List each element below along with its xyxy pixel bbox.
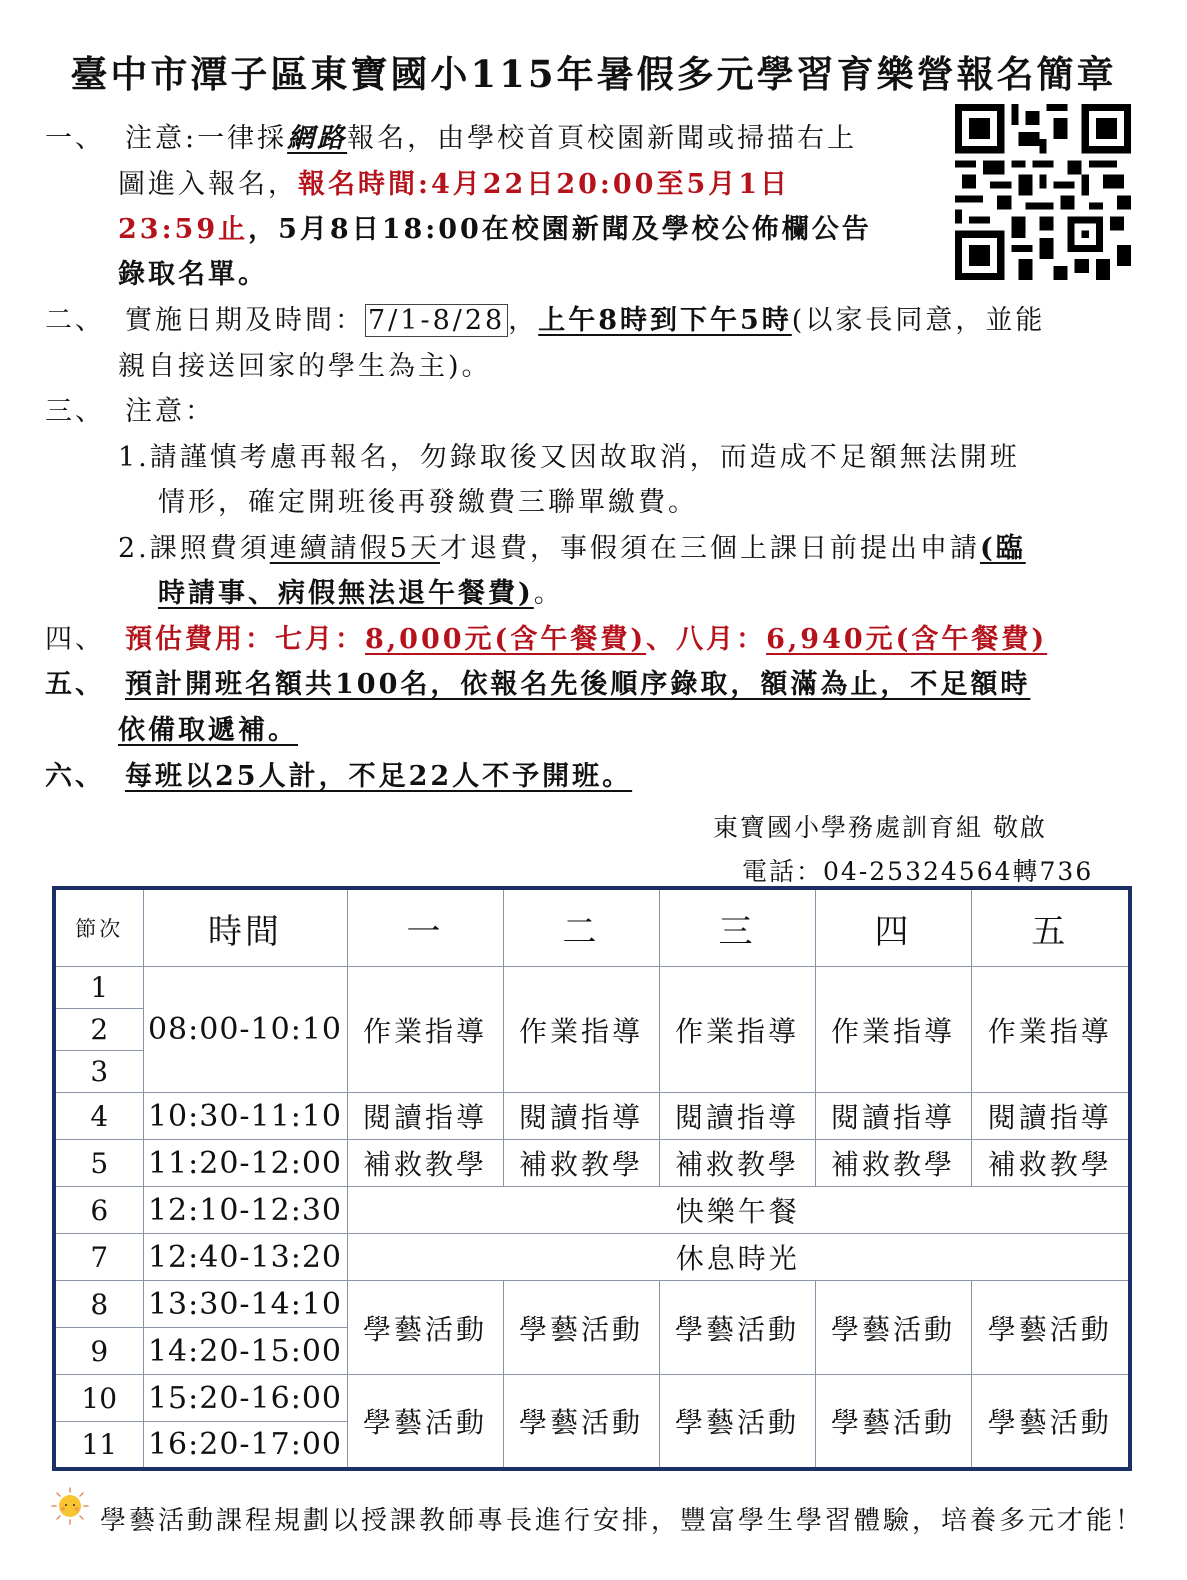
section-1-text: 注意:一律採 xyxy=(125,123,288,154)
section-2-line-2: 親自接送回家的學生為主)。 xyxy=(118,351,492,382)
section-5-marker: 五、 xyxy=(45,669,105,700)
july-fee: 8,000元(含午餐費) xyxy=(365,624,647,655)
activity-cell: 閱讀指導 xyxy=(347,1093,503,1140)
activity-cell: 學藝活動 xyxy=(659,1281,815,1375)
section-3-item-2-line-2 xyxy=(158,577,564,611)
section-1-line-1 xyxy=(45,122,857,156)
rest-cell: 休息時光 xyxy=(347,1234,1130,1281)
time-cell: 11:20-12:00 xyxy=(143,1140,347,1187)
section-1-line-4: 錄取名單。 xyxy=(118,259,268,290)
registration-deadline: 23:59止 xyxy=(118,214,249,245)
time-cell: 16:20-17:00 xyxy=(143,1422,347,1469)
period-cell: 3 xyxy=(54,1051,143,1093)
activity-cell: 補救教學 xyxy=(347,1140,503,1187)
section-5-line-1 xyxy=(45,668,1030,702)
activity-cell: 學藝活動 xyxy=(347,1375,503,1469)
header-tue: 二 xyxy=(503,888,659,967)
lunch-fee-note: 時請事、病假無法退午餐費) xyxy=(158,578,534,609)
section-2-marker: 二、 xyxy=(45,305,105,336)
table-row xyxy=(54,967,1130,1009)
activity-cell: 作業指導 xyxy=(503,967,659,1093)
period-cell: 4 xyxy=(54,1093,143,1140)
activity-cell: 作業指導 xyxy=(971,967,1130,1093)
date-range: 7/1-8/28 xyxy=(365,304,508,337)
august-fee: 6,940元(含午餐費) xyxy=(766,624,1048,655)
class-size-text: 每班以25人計，不足22人不予開班。 xyxy=(125,761,633,792)
schedule-table xyxy=(52,886,1132,1471)
section-2-text: (以家長同意，並能 xyxy=(791,305,1046,336)
item-number: 2. xyxy=(118,533,150,564)
activity-cell: 閱讀指導 xyxy=(659,1093,815,1140)
capacity-text: 預計開班名額共100名，依報名先後順序錄取，額滿為止，不足額時 xyxy=(125,669,1031,700)
section-3-marker: 三、 xyxy=(45,396,105,427)
time-cell: 13:30-14:10 xyxy=(143,1281,347,1328)
section-2-line-1 xyxy=(45,304,1045,338)
section-6-marker: 六、 xyxy=(45,761,105,792)
period-cell: 5 xyxy=(54,1140,143,1187)
section-3-text: 注意： xyxy=(125,396,215,427)
period-cell: 11 xyxy=(54,1422,143,1469)
activity-cell: 學藝活動 xyxy=(815,1375,971,1469)
footer-note: 學藝活動課程規劃以授課教師專長進行安排，豐富學生學習體驗，培養多元才能！ xyxy=(100,1506,1145,1536)
activity-cell: 學藝活動 xyxy=(659,1375,815,1469)
comma: ， xyxy=(508,305,539,336)
period-cell: 1 xyxy=(54,967,143,1009)
activity-cell: 作業指導 xyxy=(815,967,971,1093)
table-row xyxy=(54,1375,1130,1422)
activity-cell: 閱讀指導 xyxy=(503,1093,659,1140)
table-row xyxy=(54,1281,1130,1328)
activity-cell: 學藝活動 xyxy=(971,1281,1130,1375)
period-cell: 2 xyxy=(54,1009,143,1051)
time-cell: 15:20-16:00 xyxy=(143,1375,347,1422)
section-6 xyxy=(45,760,632,794)
section-4-fees xyxy=(45,623,1047,657)
header-fri: 五 xyxy=(971,888,1130,967)
lunch-fee-note: (臨 xyxy=(979,533,1026,564)
time-cell: 08:00-10:10 xyxy=(143,967,347,1093)
section-1-line-2 xyxy=(118,168,790,202)
activity-cell: 補救教學 xyxy=(659,1140,815,1187)
fee-label: 預估費用：七月： xyxy=(125,624,365,655)
activity-cell: 學藝活動 xyxy=(347,1281,503,1375)
section-1-line-3 xyxy=(118,213,872,247)
header-period: 節次 xyxy=(54,888,143,967)
period: 。 xyxy=(533,578,564,609)
sun-icon xyxy=(50,1486,90,1526)
section-3-item-1-line-1 xyxy=(118,441,1020,475)
item-text: 才退費，事假須在三個上課日前提出申請 xyxy=(439,533,980,564)
table-header-row xyxy=(54,888,1130,967)
signature-phone: 電話：04-25324564轉736 xyxy=(742,857,1094,886)
activity-cell: 學藝活動 xyxy=(503,1281,659,1375)
section-4-marker: 四、 xyxy=(45,624,105,655)
period-cell: 9 xyxy=(54,1328,143,1375)
item-number: 1. xyxy=(118,442,150,473)
activity-cell: 學藝活動 xyxy=(971,1375,1130,1469)
time-cell: 12:10-12:30 xyxy=(143,1187,347,1234)
table-row xyxy=(54,1187,1130,1234)
activity-cell: 閱讀指導 xyxy=(815,1093,971,1140)
activity-cell: 學藝活動 xyxy=(815,1281,971,1375)
daily-hours: 上午8時到下午5時 xyxy=(538,305,792,336)
section-5-line-2: 依備取遞補。 xyxy=(118,715,298,746)
lunch-cell: 快樂午餐 xyxy=(347,1187,1130,1234)
activity-cell: 補救教學 xyxy=(503,1140,659,1187)
section-2-text: 實施日期及時間： xyxy=(125,305,365,336)
time-cell: 14:20-15:00 xyxy=(143,1328,347,1375)
period-cell: 7 xyxy=(54,1234,143,1281)
header-mon: 一 xyxy=(347,888,503,967)
qr-code-icon[interactable] xyxy=(955,104,1131,280)
activity-cell: 補救教學 xyxy=(971,1140,1130,1187)
item-text: 課照費須 xyxy=(149,533,270,564)
activity-cell: 閱讀指導 xyxy=(971,1093,1130,1140)
table-row xyxy=(54,1140,1130,1187)
section-1-text: 報名，由學校首頁校園新聞或掃描右上 xyxy=(347,123,858,154)
section-1-marker: 一、 xyxy=(45,123,105,154)
time-cell: 10:30-11:10 xyxy=(143,1093,347,1140)
activity-cell: 補救教學 xyxy=(815,1140,971,1187)
header-wed: 三 xyxy=(659,888,815,967)
activity-cell: 學藝活動 xyxy=(503,1375,659,1469)
item-text: 請謹慎考慮再報名，勿錄取後又因故取消，而造成不足額無法開班 xyxy=(149,442,1020,473)
table-row xyxy=(54,1234,1130,1281)
fee-label: 、八月： xyxy=(646,624,767,655)
header-time: 時間 xyxy=(143,888,347,967)
period-cell: 6 xyxy=(54,1187,143,1234)
time-cell: 12:40-13:20 xyxy=(143,1234,347,1281)
page-title: 臺中市潭子區東寶國小115年暑假多元學習育樂營報名簡章 xyxy=(70,52,1117,96)
signature-org: 東寶國小學務處訓育組 敬啟 xyxy=(713,813,1047,842)
registration-time: 報名時間:4月22日20:00至5月1日 xyxy=(298,169,791,200)
header-thu: 四 xyxy=(815,888,971,967)
activity-cell: 作業指導 xyxy=(659,967,815,1093)
announcement-time: ，5月8日18:00在校園新聞及學校公佈欄公告 xyxy=(248,214,872,245)
online-emphasis: 網路 xyxy=(287,123,348,154)
section-1-text: 圖進入報名， xyxy=(118,169,298,200)
table-row xyxy=(54,1093,1130,1140)
period-cell: 8 xyxy=(54,1281,143,1328)
activity-cell: 作業指導 xyxy=(347,967,503,1093)
period-cell: 10 xyxy=(54,1375,143,1422)
consecutive-leave: 連續請假5天 xyxy=(269,533,440,564)
section-3-item-1-line-2: 情形，確定開班後再發繳費三聯單繳費。 xyxy=(158,487,698,518)
section-3-item-2-line-1 xyxy=(118,532,1026,566)
section-3-heading xyxy=(45,395,215,429)
